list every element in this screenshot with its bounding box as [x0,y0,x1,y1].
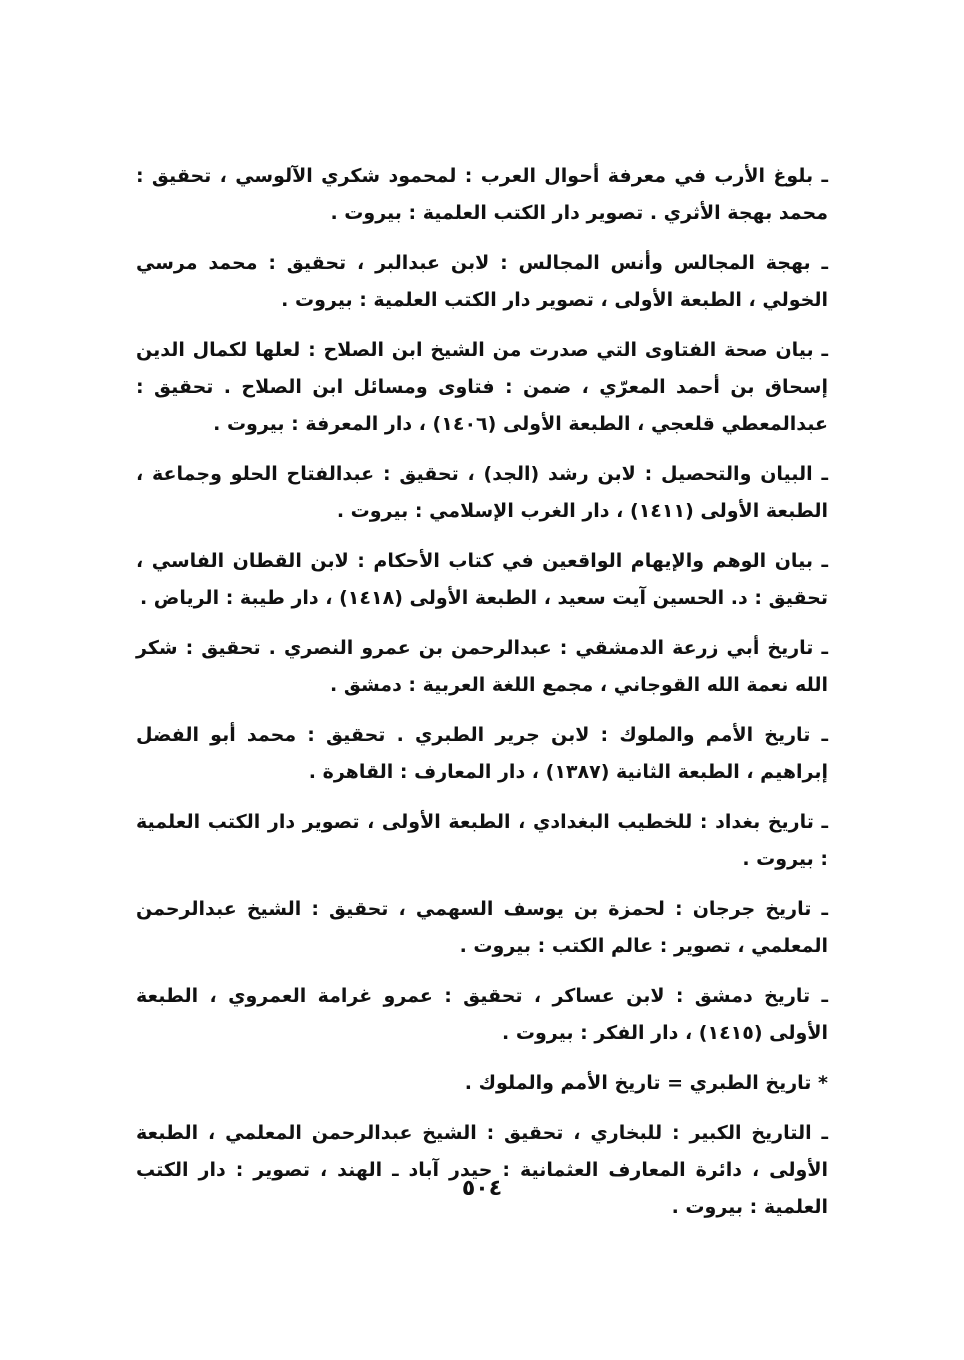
bibliography-entry: ـ بلوغ الأرب في معرفة أحوال العرب : لمحمود شكري الآلوسي ، تحقيق : محمد بهجة الأثري . تصوير دار الكتب العلمية : بيروت . [136,165,828,224]
bibliography-entry: ـ بيان صحة الفتاوى التي صدرت من الشيخ ابن الصلاح : لعلها لكمال الدين إسحاق بن أحمد المعرّي ، ضمن : فتاوى ومسائل ابن الصلاح . تحقيق : عبدالمعطي قلعجي ، الطبعة الأولى (١٤٠٦) ، دار المعرفة : بيروت . [136,339,828,435]
bibliography-entry: ـ تاريخ دمشق : لابن عساكر ، تحقيق : عمرو غرامة العمروي ، الطبعة الأولى (١٤١٥) ، دار الفكر : بيروت . [136,985,828,1044]
bibliography-entry: ـ التاريخ الكبير : للبخاري ، تحقيق : الشيخ عبدالرحمن المعلمي ، الطبعة الأولى ، دائرة المعارف العثمانية : حيدر آباد ـ الهند ، تصوير : دار الكتب العلمية : بيروت . [136,1122,828,1218]
bibliography-list [136,158,828,1239]
bibliography-entry: ـ البيان والتحصيل : لابن رشد (الجد) ، تحقيق : عبدالفتاح الحلو وجماعة ، الطبعة الأولى (١٤١١) ، دار الغرب الإسلامي : بيروت . [136,463,828,522]
cross-reference-entry: * تاريخ الطبري = تاريخ الأمم والملوك . [464,1072,828,1094]
bibliography-entry: ـ تاريخ بغداد : للخطيب البغدادي ، الطبعة الأولى ، تصوير دار الكتب العلمية : بيروت . [136,811,828,870]
bibliography-entry: ـ بيان الوهم والإيهام الواقعين في كتاب الأحكام : لابن القطان الفاسي ، تحقيق : د. الحسين آيت سعيد ، الطبعة الأولى (١٤١٨) ، دار طيبة : الرياض . [136,550,828,609]
bibliography-entry: ـ تاريخ أبي زرعة الدمشقي : عبدالرحمن بن عمرو النصري . تحقيق : شكر الله نعمة الله القوجاني ، مجمع اللغة العربية : دمشق . [136,637,828,696]
bibliography-entry: ـ تاريخ الأمم والملوك : لابن جرير الطبري . تحقيق : محمد أبو الفضل إبراهيم ، الطبعة الثانية (١٣٨٧) ، دار المعارف : القاهرة . [136,724,828,783]
page-number: ٥٠٤ [461,1176,503,1201]
bibliography-entry: ـ تاريخ جرجان : لحمزة بن يوسف السهمي ، تحقيق : الشيخ عبدالرحمن المعلمي ، تصوير : عالم الكتب : بيروت . [136,898,828,957]
bibliography-entry: ـ بهجة المجالس وأنس المجالس : لابن عبدالبر ، تحقيق : محمد مرسي الخولي ، الطبعة الأولى ، تصوير دار الكتب العلمية : بيروت . [136,252,828,311]
